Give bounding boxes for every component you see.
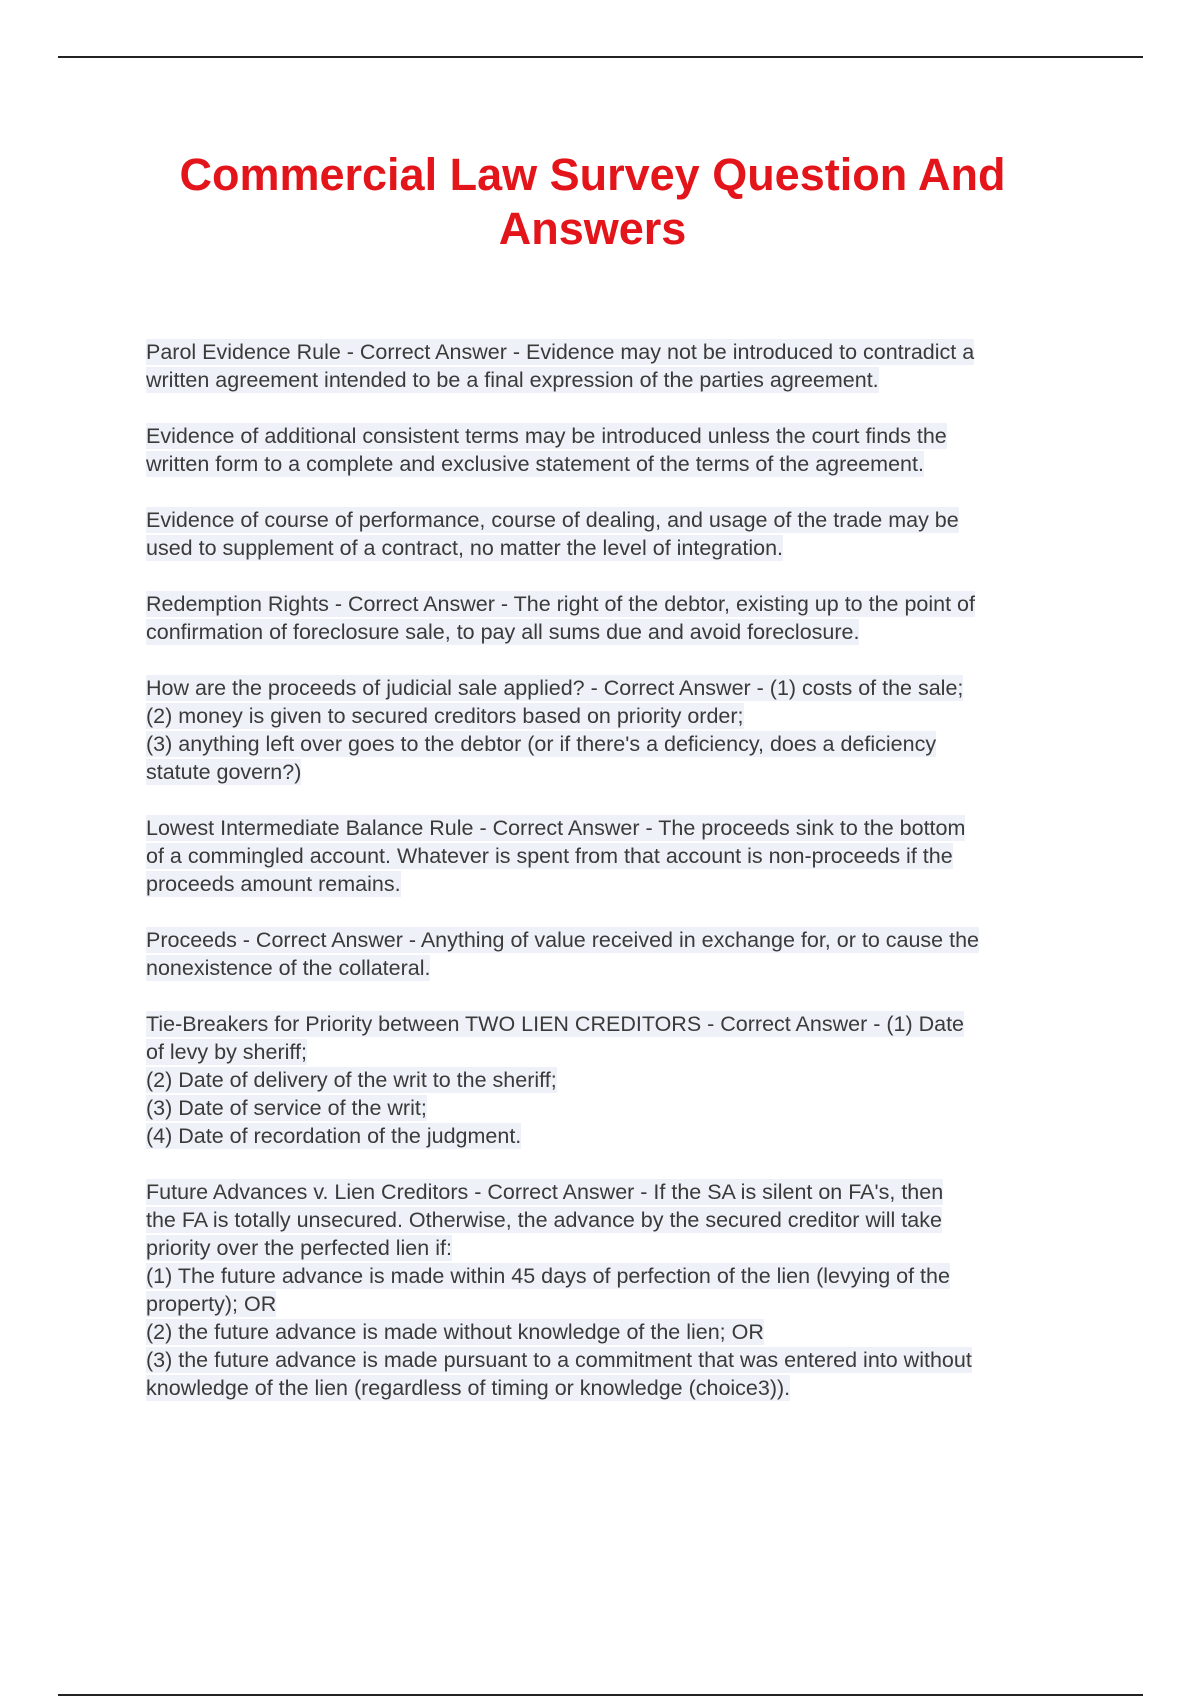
paragraph-line (146, 366, 1091, 394)
paragraph-line (146, 1346, 1091, 1374)
line-text: nonexistence of the collateral. (146, 956, 431, 980)
paragraph-line (146, 618, 1091, 646)
qa-paragraph (146, 338, 1091, 394)
paragraph-line (146, 674, 1091, 702)
line-text: Tie-Breakers for Priority between TWO LIEN CREDITORS - Correct Answer - (1) Date (146, 1012, 964, 1036)
line-text: (2) the future advance is made without knowledge of the lien; OR (146, 1320, 764, 1344)
paragraph-line (146, 730, 1091, 758)
title-line-2: Answers (498, 203, 687, 254)
line-text: written agreement intended to be a final expression of the parties agreement. (146, 368, 879, 392)
paragraph-line (146, 1094, 1091, 1122)
paragraph-line (146, 1178, 1091, 1206)
qa-paragraph (146, 506, 1091, 562)
line-text: (3) Date of service of the writ; (146, 1096, 427, 1120)
paragraph-line (146, 1318, 1091, 1346)
header-rule (58, 56, 1143, 58)
paragraph-line (146, 1122, 1091, 1150)
paragraph-line (146, 870, 1091, 898)
paragraph-line (146, 702, 1091, 730)
paragraph-line (146, 590, 1091, 618)
qa-paragraph (146, 674, 1091, 786)
footer-rule (58, 1694, 1143, 1696)
paragraph-line (146, 758, 1091, 786)
paragraph-line (146, 926, 1091, 954)
line-text: Evidence of course of performance, course of dealing, and usage of the trade may be (146, 508, 959, 532)
paragraph-line (146, 1010, 1091, 1038)
line-text: used to supplement of a contract, no matter the level of integration. (146, 536, 784, 560)
document-body (146, 338, 1091, 1430)
line-text: Parol Evidence Rule - Correct Answer - Evidence may not be introduced to contradict a (146, 340, 975, 364)
paragraph-line (146, 954, 1091, 982)
line-text: the FA is totally unsecured. Otherwise, the advance by the secured creditor will take (146, 1208, 942, 1232)
qa-paragraph (146, 926, 1091, 982)
paragraph-line (146, 450, 1091, 478)
line-text: knowledge of the lien (regardless of timing or knowledge (choice3)). (146, 1376, 791, 1400)
line-text: (3) the future advance is made pursuant to a commitment that was entered into without (146, 1348, 972, 1372)
qa-paragraph (146, 1010, 1091, 1150)
title-line-1: Commercial Law Survey Question And (179, 149, 1006, 200)
paragraph-line (146, 1066, 1091, 1094)
line-text: (3) anything left over goes to the debtor (or if there's a deficiency, does a deficiency (146, 732, 937, 756)
paragraph-line (146, 1374, 1091, 1402)
line-text: (2) Date of delivery of the writ to the sheriff; (146, 1068, 557, 1092)
paragraph-line (146, 1234, 1091, 1262)
line-text: proceeds amount remains. (146, 872, 401, 896)
document-title (100, 148, 1085, 256)
line-text: (1) The future advance is made within 45 days of perfection of the lien (levying of the (146, 1264, 950, 1288)
paragraph-line (146, 1038, 1091, 1066)
paragraph-line (146, 534, 1091, 562)
line-text: How are the proceeds of judicial sale applied? - Correct Answer - (1) costs of the sale; (146, 676, 964, 700)
line-text: Lowest Intermediate Balance Rule - Correct Answer - The proceeds sink to the bottom (146, 816, 966, 840)
line-text: (2) money is given to secured creditors based on priority order; (146, 704, 744, 728)
paragraph-line (146, 842, 1091, 870)
line-text: Future Advances v. Lien Creditors - Correct Answer - If the SA is silent on FA's, then (146, 1180, 944, 1204)
line-text: confirmation of foreclosure sale, to pay all sums due and avoid foreclosure. (146, 620, 860, 644)
line-text: Evidence of additional consistent terms may be introduced unless the court finds the (146, 424, 947, 448)
paragraph-line (146, 1290, 1091, 1318)
line-text: of levy by sheriff; (146, 1040, 307, 1064)
paragraph-line (146, 1206, 1091, 1234)
paragraph-line (146, 1262, 1091, 1290)
paragraph-line (146, 422, 1091, 450)
line-text: written form to a complete and exclusive statement of the terms of the agreement. (146, 452, 924, 476)
line-text: (4) Date of recordation of the judgment. (146, 1124, 522, 1148)
line-text: priority over the perfected lien if: (146, 1236, 452, 1260)
paragraph-line (146, 814, 1091, 842)
qa-paragraph (146, 422, 1091, 478)
line-text: of a commingled account. Whatever is spent from that account is non-proceeds if the (146, 844, 953, 868)
paragraph-line (146, 338, 1091, 366)
line-text: property); OR (146, 1292, 277, 1316)
qa-paragraph (146, 1178, 1091, 1402)
qa-paragraph (146, 590, 1091, 646)
qa-paragraph (146, 814, 1091, 898)
paragraph-line (146, 506, 1091, 534)
line-text: Redemption Rights - Correct Answer - The right of the debtor, existing up to the point of (146, 592, 975, 616)
line-text: Proceeds - Correct Answer - Anything of value received in exchange for, or to cause the (146, 928, 979, 952)
line-text: statute govern?) (146, 760, 302, 784)
